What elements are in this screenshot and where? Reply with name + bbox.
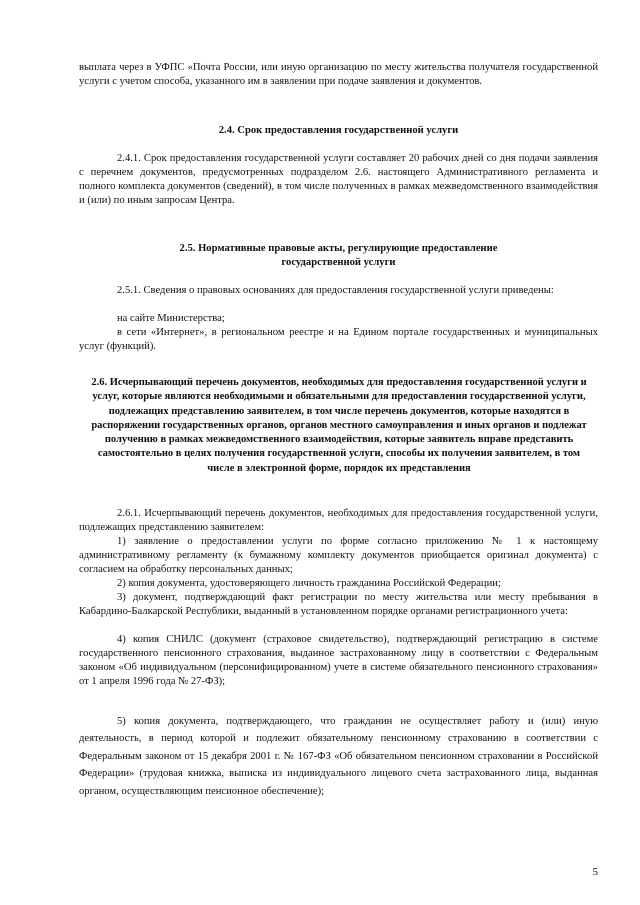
section-2-5-item-internet: в сети «Интернет», в региональном реестре и на Едином портале государственных и муниципальных услуг (функций). (79, 327, 598, 352)
list-item-1: 1) заявление о предоставлении услуги по форме согласно приложению № 1 к настоящему административному регламенту (к бумажному комплекту документов приобщается оригинал документа) с согласием на обработку персональных данных; (79, 536, 598, 575)
section-2-6-1-paragraph: 2.6.1. Исчерпывающий перечень документов, необходимых для предоставления государственной услуги, подлежащих представлению заявителем: (79, 508, 598, 533)
page-number: 5 (592, 866, 598, 878)
list-item-2: 2) копия документа, удостоверяющего личность гражданина Российской Федерации; (117, 578, 501, 589)
section-2-6-heading: 2.6. Исчерпывающий перечень документов, необходимых для предоставления государственной услуги и услуг, которые являются необходимыми и обязательными для предоставления государственной услуги, подлежащих представлению заявителем, в том числе перечень документов, которые находятся в распоряжении государственных органов, органов местного самоуправления и иных органов и подлежат получению в рамках межведомственного взаимодействия, которые заявитель вправе представить самостоятельно в целях получения государственной услуги, способы их получения заявителем, в том числе в электронной форме, порядок их представления (91, 377, 587, 474)
section-2-4-heading: 2.4. Срок предоставления государственной услуги (218, 125, 459, 136)
list-item-3: 3) документ, подтверждающий факт регистрации по месту жительства или месту пребывания в Кабардино-Балкарской Республики, выданный в установленном порядке органами регистрационного учета: (79, 592, 598, 617)
section-2-4-1-paragraph: 2.4.1. Срок предоставления государственной услуги составляет 20 рабочих дней со дня подачи заявления с перечнем документов, предусмотренных подразделом 2.6. настоящего Административного регламента и полного комплекта документов (сведений), в том числе полученных в рамках межведомственного взаимодействия и (или) по иным запросам Центра. (79, 153, 598, 206)
section-2-5-heading: 2.5. Нормативные правовые акты, регулирующие предоставление государственной услуги (179, 243, 498, 268)
section-2-5-item-ministry: на сайте Министерства; (117, 313, 225, 324)
section-2-5-1-paragraph: 2.5.1. Сведения о правовых основаниях для предоставления государственной услуги приведены: (117, 285, 554, 296)
list-item-4: 4) копия СНИЛС (документ (страховое свидетельство), подтверждающий регистрацию в системе государственного пенсионного страхования, выданное застрахованному лицу в соответствии с Федеральным законом «Об индивидуальном (персонифицированном) учете в системе обязательного пенсионного страхования» от 1 апреля 1996 года № 27-ФЗ); (79, 634, 598, 687)
intro-paragraph: выплата через в УФПС «Почта России, или иную организацию по месту жительства получателя государственной услуги с учетом способа, указанного им в заявлении при подаче заявления и документов. (79, 62, 598, 87)
list-item-5: 5) копия документа, подтверждающего, что гражданин не осуществляет работу и (или) иную деятельность, в период которой и подлежит обязательному пенсионному страхованию в соответствии с Федеральным законом от 15 декабря 2001 г. № 167-ФЗ «Об обязательном пенсионном страховании в Российской Федерации» (трудовая книжка, выписка из индивидуального лицевого счета застрахованного лица, выданная органом, осуществляющим пенсионное обеспечение); (79, 716, 598, 797)
